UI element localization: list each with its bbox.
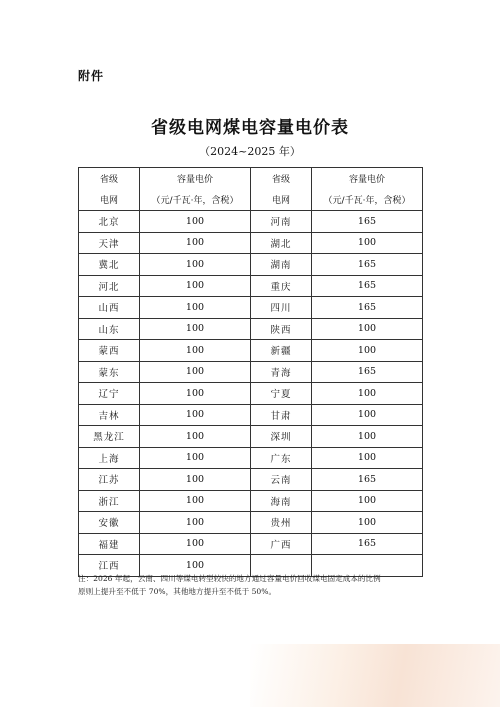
right-province-cell: 河南: [251, 211, 312, 233]
footnote-line-1: 注：2026 年起，云南、四川等煤电转型较快的地方通过容量电价回收煤电固定成本的比例: [78, 574, 381, 583]
left-price-cell: 100: [140, 469, 251, 491]
right-price-cell: 165: [312, 469, 423, 491]
left-province-cell: 北京: [79, 211, 140, 233]
left-province-cell: 蒙东: [79, 361, 140, 383]
header-province-right: 省级: [251, 168, 312, 190]
table-row: [79, 512, 423, 534]
table-row: [79, 426, 423, 448]
table-row: [79, 340, 423, 362]
right-price-cell: 165: [312, 211, 423, 233]
right-price-cell: 100: [312, 232, 423, 254]
right-province-cell: 广西: [251, 533, 312, 555]
table-row: [79, 275, 423, 297]
right-price-cell: 165: [312, 254, 423, 276]
right-province-cell: 湖南: [251, 254, 312, 276]
left-price-cell: 100: [140, 512, 251, 534]
table-header-row: [79, 168, 423, 190]
left-price-cell: 100: [140, 275, 251, 297]
right-province-cell: 青海: [251, 361, 312, 383]
right-price-cell: 100: [312, 426, 423, 448]
right-price-cell: 100: [312, 318, 423, 340]
table-row: [79, 533, 423, 555]
left-price-cell: 100: [140, 404, 251, 426]
left-province-cell: 山东: [79, 318, 140, 340]
table-row: [79, 297, 423, 319]
table-row: [79, 447, 423, 469]
left-province-cell: 安徽: [79, 512, 140, 534]
right-province-cell: 陕西: [251, 318, 312, 340]
document-subtitle: （2024~2025 年）: [199, 145, 301, 158]
watermark-overlay: [250, 644, 500, 707]
left-province-cell: 冀北: [79, 254, 140, 276]
right-province-cell: 甘肃: [251, 404, 312, 426]
right-province-cell: 新疆: [251, 340, 312, 362]
table-row: [79, 318, 423, 340]
table-row: [79, 232, 423, 254]
right-province-cell: 云南: [251, 469, 312, 491]
right-price-cell: 165: [312, 361, 423, 383]
right-price-cell: 165: [312, 297, 423, 319]
right-price-cell: 100: [312, 490, 423, 512]
left-price-cell: 100: [140, 490, 251, 512]
table-row: [79, 254, 423, 276]
right-province-cell: 湖北: [251, 232, 312, 254]
left-price-cell: 100: [140, 533, 251, 555]
table-row: [79, 361, 423, 383]
right-province-cell: 宁夏: [251, 383, 312, 405]
right-province-cell: 海南: [251, 490, 312, 512]
left-province-cell: 吉林: [79, 404, 140, 426]
right-province-cell: 广东: [251, 447, 312, 469]
right-price-cell: 100: [312, 340, 423, 362]
left-price-cell: 100: [140, 254, 251, 276]
left-province-cell: 福建: [79, 533, 140, 555]
header-price-left-line2: （元/千瓦·年，含税）: [140, 189, 251, 211]
attachment-label: 附件: [78, 69, 105, 83]
left-price-cell: 100: [140, 232, 251, 254]
table-row: [79, 211, 423, 233]
table-row: [79, 404, 423, 426]
right-province-cell: 四川: [251, 297, 312, 319]
left-province-cell: 江苏: [79, 469, 140, 491]
right-price-cell: 100: [312, 512, 423, 534]
header-price-left: 容量电价: [140, 168, 251, 190]
left-price-cell: 100: [140, 447, 251, 469]
footnote-line-2: 原则上提升至不低于 70%，其他地方提升至不低于 50%。: [78, 586, 277, 596]
left-province-cell: 天津: [79, 232, 140, 254]
left-province-cell: 黑龙江: [79, 426, 140, 448]
right-province-cell: 重庆: [251, 275, 312, 297]
table-row: [79, 469, 423, 491]
left-price-cell: 100: [140, 426, 251, 448]
left-price-cell: 100: [140, 297, 251, 319]
left-price-cell: 100: [140, 383, 251, 405]
header-price-right-line2: （元/千瓦·年，含税）: [312, 189, 423, 211]
right-price-cell: 165: [312, 533, 423, 555]
header-province-left-line2: 电网: [79, 189, 140, 211]
document-title: 省级电网煤电容量电价表: [151, 118, 349, 138]
right-province-cell: 深圳: [251, 426, 312, 448]
left-province-cell: 山西: [79, 297, 140, 319]
right-price-cell: 165: [312, 275, 423, 297]
capacity-price-table: [78, 167, 423, 577]
right-price-cell: 100: [312, 447, 423, 469]
left-province-cell: 蒙西: [79, 340, 140, 362]
left-price-cell: 100: [140, 555, 251, 577]
left-price-cell: 100: [140, 318, 251, 340]
header-province-right-line2: 电网: [251, 189, 312, 211]
table-body: [79, 168, 423, 577]
left-province-cell: 江西: [79, 555, 140, 577]
header-province-left: 省级: [79, 168, 140, 190]
table-row: [79, 490, 423, 512]
left-price-cell: 100: [140, 361, 251, 383]
table-header-row-2: [79, 189, 423, 211]
left-price-cell: 100: [140, 211, 251, 233]
left-province-cell: 上海: [79, 447, 140, 469]
table-row: [79, 383, 423, 405]
right-price-cell: 100: [312, 383, 423, 405]
left-province-cell: 河北: [79, 275, 140, 297]
header-price-right: 容量电价: [312, 168, 423, 190]
right-price-cell: 100: [312, 404, 423, 426]
right-province-cell: 贵州: [251, 512, 312, 534]
left-province-cell: 浙江: [79, 490, 140, 512]
left-province-cell: 辽宁: [79, 383, 140, 405]
left-price-cell: 100: [140, 340, 251, 362]
footnote: [78, 573, 428, 598]
